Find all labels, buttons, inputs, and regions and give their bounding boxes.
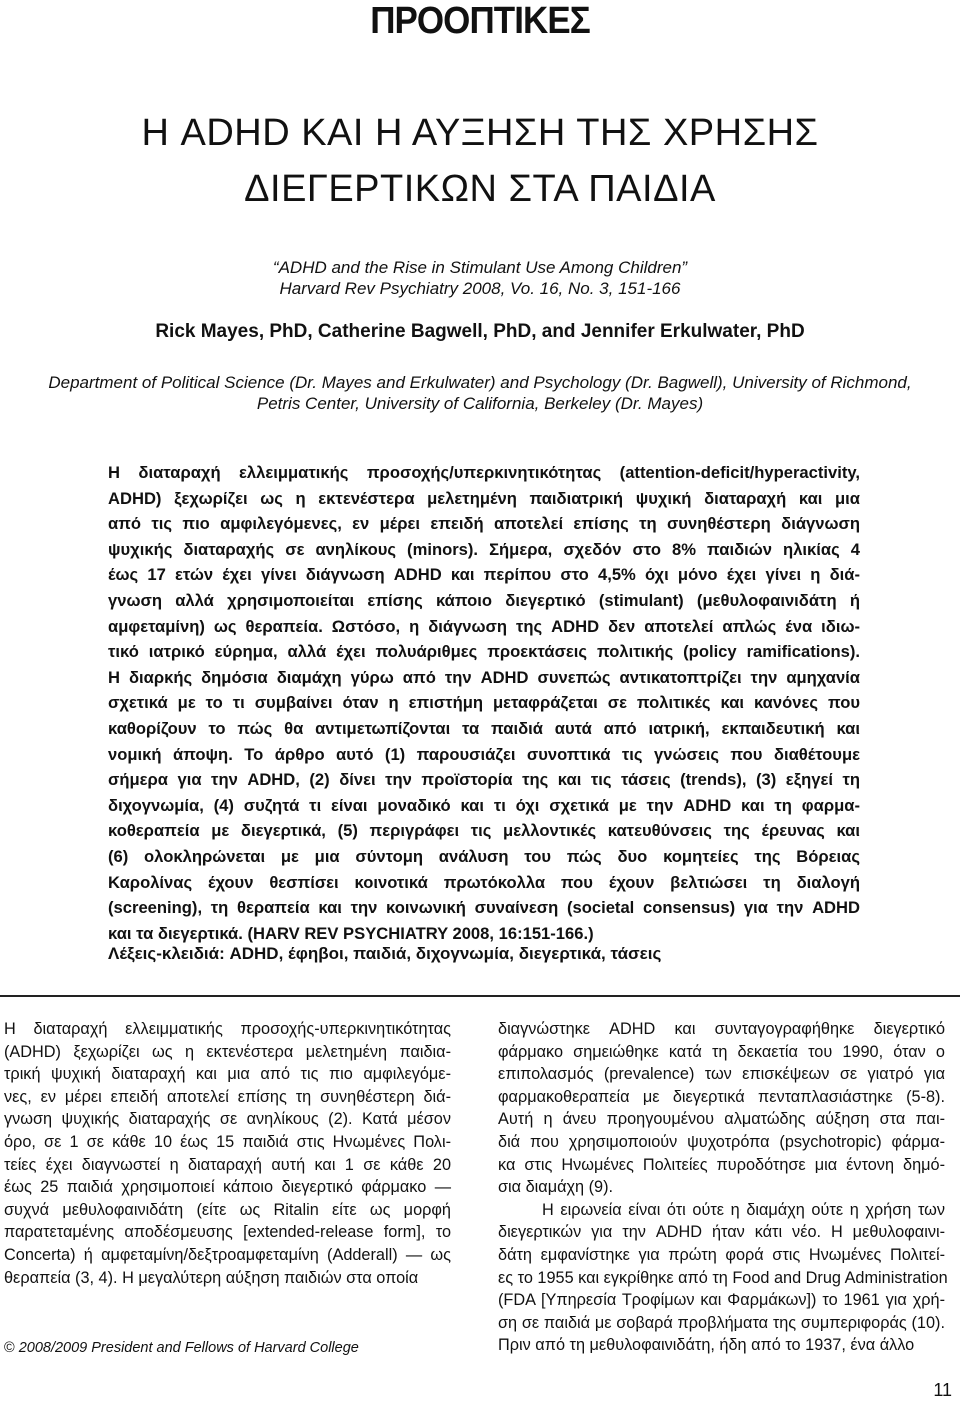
abstract-line: σήμερα για την ADHD, (2) δίνει την προϊστορία της και τις τάσεις (trends), (3) εξηγεί τη bbox=[108, 770, 860, 790]
abstract-line: (screening), τη θεραπεία και την κοινωνική συναίνεση (societal consensus) για την ADHD bbox=[108, 898, 860, 918]
body-text-line: διαγνώστηκε ADHD και συνταγογραφήθηκε διεγερτικό bbox=[498, 1020, 945, 1038]
body-text-line: φαρμακοθεραπεία με διεγερτικά πενταπλασιάστηκε (5-8). bbox=[498, 1087, 945, 1106]
citation-source: Harvard Rev Psychiatry 2008, Vo. 16, No. 3, 151-166 bbox=[279, 279, 681, 298]
affiliation-line-1: Department of Political Science (Dr. Mayes and Erkulwater) and Psychology (Dr. Bagwell), University of Richmond, bbox=[48, 373, 912, 392]
abstract-line: καθορίζουν το πώς θα αντιμετωπίζονται τα παιδιά αυτά από ιατρική, εκπαιδευτική και bbox=[108, 718, 860, 738]
body-text-line: συχνά μεθυλοφαινιδάτη (είτε ως Ritalin είτε ως μορφή bbox=[4, 1200, 451, 1219]
body-text-line: Αυτή η άνευ προηγουμένου αλματώδης αύξηση στα παι- bbox=[498, 1110, 945, 1129]
abstract-line: ADHD) ξεχωρίζει ως η εκτενέστερα μελετημένη παιδιατρική ψυχική διαταραχή και μια bbox=[108, 488, 860, 508]
article-title-line-1: Η ADHD ΚΑΙ Η ΑΥΞΗΣΗ ΤΗΣ ΧΡΗΣΗΣ bbox=[141, 112, 819, 154]
body-text-line: Πριν από τη μεθυλοφαινιδάτη, ήδη από το 1937, ένα άλλο bbox=[498, 1336, 915, 1355]
body-text-line: θεραπεία (3, 4). Η μεγαλύτερη αύξηση παιδιών στα οποία bbox=[4, 1268, 419, 1287]
body-text-line: όρο, σε 1 σε κάθε 10 έως 15 παιδιά στις Ηνωμένες Πολι- bbox=[4, 1132, 451, 1151]
copyright-notice bbox=[4, 1340, 444, 1356]
keywords: Λέξεις-κλειδιά: ADHD, έφηβοι, παιδιά, διχογνωμία, διεγερτικά, τάσεις bbox=[108, 944, 662, 963]
abstract-line: Η διαρκής δημόσια διαμάχη γύρω από την ADHD συνεπώς αντικατοπτρίζει την αμηχανία bbox=[108, 667, 860, 687]
abstract-line: Η διαταραχή ελλειμματικής προσοχής/υπερκινητικότητας (attention-deficit/hyperactivity, bbox=[108, 463, 860, 482]
abstract-line: και τα διεγερτικά. (HARV REV PSYCHIATRY 2008, 16:151-166.) bbox=[108, 923, 594, 943]
body-text-line: έως 25 παιδιά χρησιμοποιεί κάποιο διεγερτικό φάρμακο — bbox=[4, 1178, 451, 1197]
body-text-line: ες το 1955 και εγκρίθηκε από τη Food and Drug Administration bbox=[498, 1268, 948, 1287]
body-column-right bbox=[498, 1018, 948, 1357]
copyright-icon: © bbox=[4, 1340, 15, 1356]
body-text-line: ση σε παιδιά με σοβαρά προβλήματα της συμπεριφοράς (10). bbox=[498, 1313, 945, 1332]
abstract-line: από τις πιο αμφιλεγόμενες, εν μέρει επειδή αποτελεί επίσης τη συνηθέστερη διάγνωση bbox=[108, 514, 860, 534]
article-title-line-2: ΔΙΕΓΕΡΤΙΚΩΝ ΣΤΑ ΠΑΙΔΙΑ bbox=[244, 168, 716, 210]
abstract-line: Καρολίνας έχουν θεσπίσει κοινοτικά πρωτόκολλα που έχουν βελτιώσει τη διαλογή bbox=[108, 872, 860, 892]
abstract-line: νομική άποψη. Το άρθρο αυτό (1) παρουσιάζει συνοπτικά τις γνώσεις που διαθέτουμε bbox=[108, 744, 860, 764]
body-text-line: διεγερτικών για την ADHD ήταν κάτι νέο. Η μεθυλοφαινι- bbox=[498, 1223, 945, 1242]
body-column-left bbox=[4, 1018, 451, 1289]
body-text-line: Η διαταραχή ελλειμματικής προσοχής-υπερκινητικότητας bbox=[4, 1020, 451, 1038]
body-text-line: Concerta) ή αμφεταμίνη/δεξτροαμφεταμίνη (Adderall) — ως bbox=[4, 1245, 451, 1264]
abstract-line: τικό ιατρικό εύρημα, αλλά έχει πολυάριθμες προεκτάσεις πολιτικής (policy ramifications). bbox=[108, 642, 860, 662]
affiliation-line-2: Petris Center, University of California, Berkeley (Dr. Mayes) bbox=[256, 394, 704, 413]
abstract-line: γνωση αλλά χρησιμοποιείται επίσης κάποιο διεγερτικό (stimulant) (μεθυλοφαινιδάτη ή bbox=[108, 590, 860, 610]
body-text-line: νες, εν μέρει επειδή αποτελεί επίσης τη συνηθέστερη διά- bbox=[4, 1087, 451, 1106]
abstract-line: (6) ολοκληρώνεται με μια σύντομη ανάλυση του πώς δυο κομητείες της Βόρειας bbox=[108, 846, 860, 866]
abstract-line: αμφεταμίνη) ως θεραπεία. Ωστόσο, η διάγνωση της ADHD δεν αποτελεί απλώς ένα ιδιω- bbox=[108, 616, 860, 636]
body-text-line: τείες έχει διαγνωστεί η διαταραχή αυτή και 1 σε κάθε 20 bbox=[4, 1155, 451, 1174]
citation-title: “ADHD and the Rise in Stimulant Use Among Children” bbox=[272, 258, 688, 277]
body-text-line: γνωση ψυχικής διαταραχής σε ανηλίκους (2). Κατά μέσον bbox=[4, 1110, 451, 1129]
body-text-line: Η ειρωνεία είναι ότι ούτε η διαμάχη ούτε η χρήση των bbox=[542, 1200, 945, 1219]
page-number: 11 bbox=[933, 1380, 952, 1400]
authors: Rick Mayes, PhD, Catherine Bagwell, PhD, and Jennifer Erkulwater, PhD bbox=[155, 321, 805, 342]
body-text-line: παρατεταμένης αποδέσμευσης [extended-release form], το bbox=[4, 1223, 451, 1242]
body-text-line: (ADHD) ξεχωρίζει ως η εκτενέστερα μελετημένη παιδια- bbox=[4, 1042, 451, 1061]
body-text-line: διά που χρησιμοποιούν ψυχοτρόπα (psychotropic) φάρμα- bbox=[498, 1132, 945, 1151]
abstract-line: διχογνωμία, (4) συζητά τι είναι μοναδικό και τι όχι σχετικά με την ADHD και τη φαρμα- bbox=[108, 795, 860, 815]
abstract-line: ψυχικής διαταραχής σε ανηλίκους (minors). Σήμερα, σχεδόν στο 8% παιδιών ηλικίας 4 bbox=[108, 539, 860, 559]
body-text-line: δάτη εμφανίστηκε για πρώτη φορά στις Ηνωμένες Πολιτεί- bbox=[498, 1245, 945, 1264]
body-text-line: σια διαμάχη (9). bbox=[498, 1178, 614, 1197]
body-text-line: (FDA [Υπηρεσία Τροφίμων και Φαρμάκων]) το 1961 για χρή- bbox=[498, 1291, 945, 1310]
abstract bbox=[108, 460, 860, 946]
body-text-line: επιπολασμός (prevalence) των επισκέψεων σε γιατρό για bbox=[498, 1065, 945, 1084]
section-divider bbox=[0, 995, 960, 997]
section-header: ΠΡΟΟΠΤΙΚΕΣ bbox=[370, 0, 590, 42]
body-text-line: φάρμακο σημειώθηκε κατά τη δεκαετία του 1990, όταν ο bbox=[498, 1042, 945, 1061]
copyright-text: 2008/2009 President and Fellows of Harvard College bbox=[18, 1340, 359, 1356]
abstract-line: έως 17 ετών έχει γίνει διάγνωση ADHD και περίπου στο 4,5% όχι μόνο έχει γίνει η διά- bbox=[108, 565, 860, 585]
body-text-line: κα στις Ηνωμένες Πολιτείες πυροδότησε μια έντονη δημό- bbox=[498, 1155, 945, 1174]
abstract-line: κοθεραπεία με διεγερτικά, (5) περιγράφει τις μελλοντικές κατευθύνσεις της έρευνας και bbox=[108, 821, 860, 841]
abstract-line: σχετικά με το τι συμβαίνει όταν η επιστήμη μεταφράζεται σε πολιτικές και κανόνες που bbox=[108, 693, 860, 713]
body-text-line: τρική ψυχική διαταραχή και μια από τις πιο αμφιλεγόμε- bbox=[4, 1065, 451, 1084]
